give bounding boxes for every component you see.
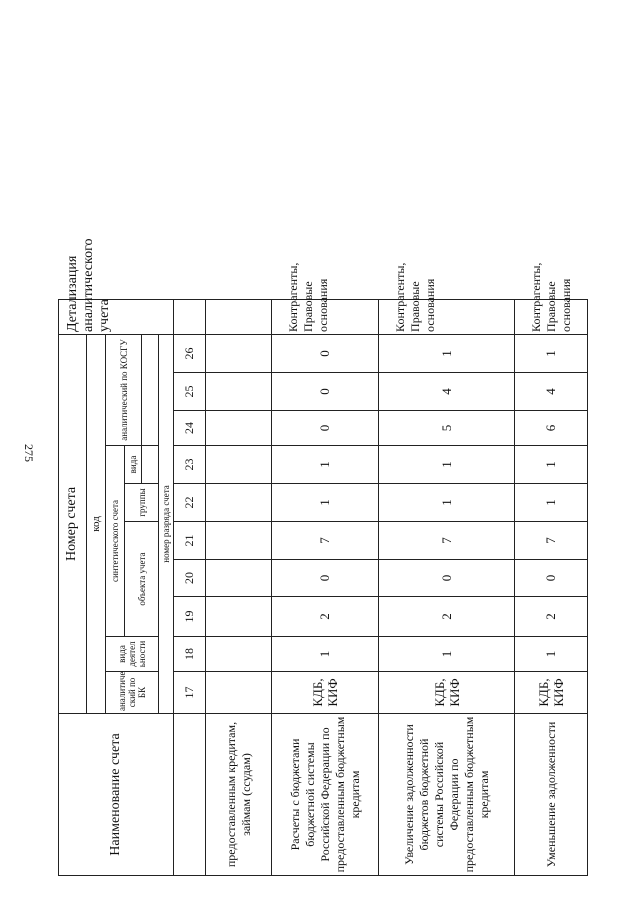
header-detail: Детализация аналитического учета <box>59 299 174 334</box>
row-analytical: КДБ, КИФ <box>515 672 588 714</box>
row-value <box>206 522 272 560</box>
digit-21: 21 <box>174 522 206 560</box>
row-value <box>206 373 272 411</box>
row-value: 1 <box>272 637 379 672</box>
digit-19: 19 <box>174 597 206 637</box>
row-value: 1 <box>378 334 515 372</box>
row-value: 4 <box>515 373 588 411</box>
row-analytical <box>206 672 272 714</box>
digit-24: 24 <box>174 411 206 446</box>
row-value: 0 <box>272 411 379 446</box>
row-detail: Контрагенты, Правовые основания <box>378 299 515 334</box>
row-detail: Контрагенты, Правовые основания <box>272 299 379 334</box>
row-value: 1 <box>272 484 379 522</box>
row-detail: Контрагенты, Правовые основания <box>515 299 588 334</box>
row-value <box>206 637 272 672</box>
row-value: 0 <box>272 373 379 411</box>
header-accounting-object: объекта учета <box>125 522 159 637</box>
row-value: 1 <box>272 446 379 484</box>
digit-detail-blank <box>174 299 206 334</box>
row-analytical: КДБ, КИФ <box>272 672 379 714</box>
header-analytical-bk: аналитиче ский по БК <box>105 672 158 714</box>
digit-26: 26 <box>174 334 206 372</box>
row-value: 1 <box>515 484 588 522</box>
table-row <box>515 45 588 875</box>
digit-23: 23 <box>174 446 206 484</box>
row-value: 0 <box>272 334 379 372</box>
row-name: предоставленным кредитам, займам (ссудам) <box>206 714 272 876</box>
row-value: 1 <box>378 637 515 672</box>
row-value: 7 <box>272 522 379 560</box>
row-value: 2 <box>378 597 515 637</box>
digit-25: 25 <box>174 373 206 411</box>
row-value: 6 <box>515 411 588 446</box>
row-value <box>206 597 272 637</box>
digit-20: 20 <box>174 560 206 597</box>
row-value: 1 <box>515 334 588 372</box>
table-row <box>378 45 515 875</box>
row-value <box>206 334 272 372</box>
page-number: 275 <box>22 444 36 462</box>
row-value: 7 <box>378 522 515 560</box>
row-value: 1 <box>378 446 515 484</box>
row-value: 0 <box>515 560 588 597</box>
header-analytical-kosgu: аналитический по КОСГУ <box>105 334 141 445</box>
row-value: 2 <box>515 597 588 637</box>
row-value: 5 <box>378 411 515 446</box>
row-value <box>206 411 272 446</box>
header-account-name: Наименование счета <box>59 714 174 876</box>
header-account-number: Номер счета <box>59 334 87 713</box>
accounts-table <box>58 45 588 876</box>
row-value: 1 <box>515 446 588 484</box>
header-kosgu-blank <box>142 334 159 445</box>
header-type: вида <box>125 446 142 484</box>
row-value <box>206 446 272 484</box>
row-value <box>206 560 272 597</box>
digit-17: 17 <box>174 672 206 714</box>
rotated-table-wrapper <box>58 66 588 876</box>
row-value: 1 <box>515 637 588 672</box>
row-name: Расчеты с бюджетами бюджетной системы Российской Федерации по предоставленным бюджетным кредитам <box>272 714 379 876</box>
table-row <box>206 45 272 875</box>
header-activity-type: вида деятел ьности <box>105 637 158 672</box>
row-value: 2 <box>272 597 379 637</box>
header-type-blank <box>142 446 159 484</box>
header-synthetic-account: синтетического счета <box>105 446 124 637</box>
digit-18: 18 <box>174 637 206 672</box>
row-detail <box>206 299 272 334</box>
row-analytical: КДБ, КИФ <box>378 672 515 714</box>
header-code: код <box>86 334 105 713</box>
header-group: группы <box>125 484 159 522</box>
row-value: 1 <box>378 484 515 522</box>
row-name: Увеличение задолженности бюджетов бюджетной системы Российской Федерации по предоставленным бюджетным кредитам <box>378 714 515 876</box>
digit-name-blank <box>174 714 206 876</box>
row-value <box>206 484 272 522</box>
row-value: 0 <box>272 560 379 597</box>
digit-22: 22 <box>174 484 206 522</box>
row-value: 0 <box>378 560 515 597</box>
row-name: Уменьшение задолженности <box>515 714 588 876</box>
row-value: 7 <box>515 522 588 560</box>
header-digit-number: номер разряда счета <box>159 334 174 713</box>
table-row <box>272 45 379 875</box>
row-value: 4 <box>378 373 515 411</box>
